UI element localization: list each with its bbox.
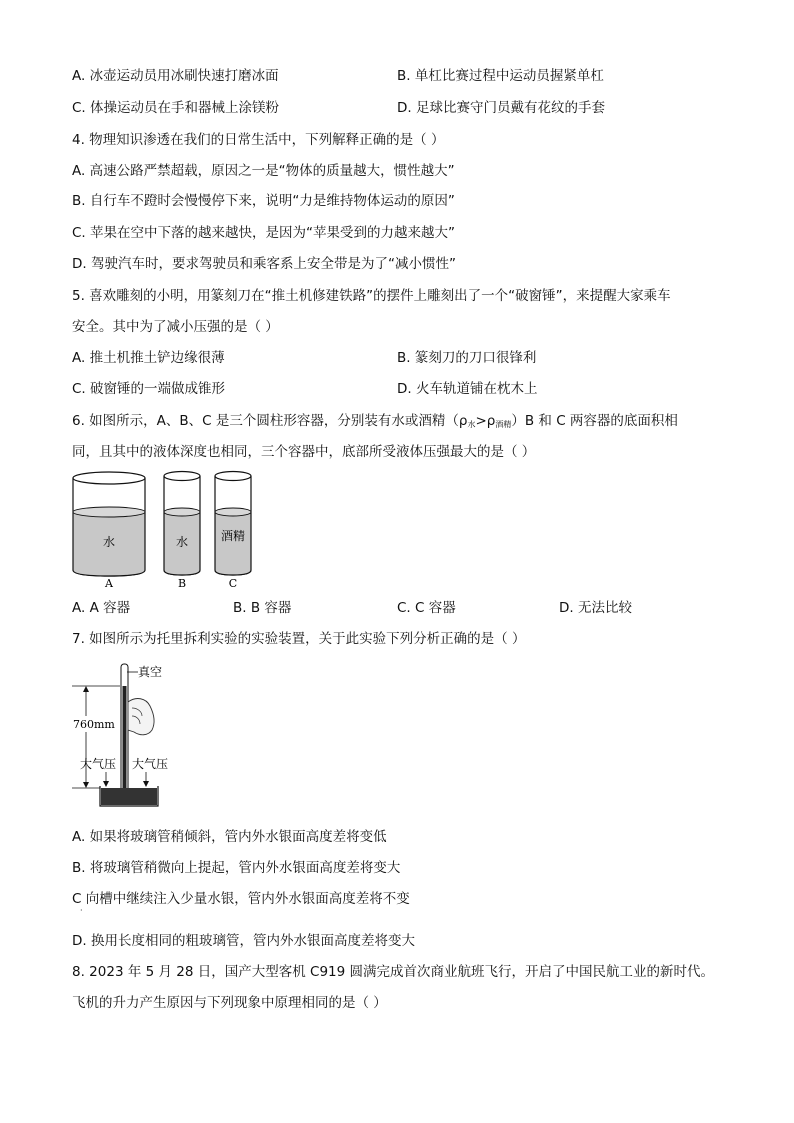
q6-option-d: D. 无法比较 xyxy=(559,600,632,616)
q8-stem-line-1: 8. 2023 年 5 月 28 日，国产大型客机 C919 圆满完成首次商业航班飞行，开启了中国民航工业的新时代。 xyxy=(72,964,715,980)
container-b-label: B xyxy=(177,577,187,590)
q4-option-c: C. 苹果在空中下落的越来越快，是因为“苹果受到的力越来越大” xyxy=(72,225,455,241)
liquid-c-label: 酒精 xyxy=(220,529,246,543)
q5-option-d: D. 火车轨道铺在枕木上 xyxy=(397,381,538,397)
rho-water: $\rho_水$ xyxy=(458,413,476,429)
q6-stem-part-2: ）B 和 C 两容器的底面积相 xyxy=(511,413,678,429)
container-b xyxy=(164,472,200,591)
q6-containers-figure xyxy=(70,468,270,590)
q6-stem-line-1: 6. 如图所示，A、B、C 是三个圆柱形容器，分别装有水或酒精$(\rho_水>\rho_{酒精})B$ 和 C 两容器的底面积相 xyxy=(72,413,678,429)
pressure-left-label: 大气压 xyxy=(80,757,117,771)
q7-option-c: C 向槽中继续注入少量水银，管内外水银面高度差将不变 xyxy=(72,891,410,907)
q7-option-b: B. 将玻璃管稍微向上提起，管内外水银面高度差将变大 xyxy=(72,860,401,876)
q4-option-a: A. 高速公路严禁超载，原因之一是“物体的质量越大，惯性越大” xyxy=(72,163,455,179)
q5-option-b: B. 篆刻刀的刀口很锋利 xyxy=(397,350,537,366)
q6-option-a: A. A 容器 xyxy=(72,600,131,616)
q6-option-b: B. B 容器 xyxy=(233,600,292,616)
container-c xyxy=(215,472,251,591)
liquid-b-label: 水 xyxy=(175,535,189,549)
mercury-column xyxy=(123,686,127,794)
q6-stem-part-1: 6. 如图所示，A、B、C 是三个圆柱形容器，分别装有水或酒精（ xyxy=(72,413,459,429)
q5-option-c: C. 破窗锤的一端做成锥形 xyxy=(72,381,226,397)
hand-icon xyxy=(128,699,154,735)
q6-option-c: C. C 容器 xyxy=(397,600,456,616)
q3-option-c: C. 体操运动员在手和器械上涂镁粉 xyxy=(72,100,280,116)
q7-stem: 7. 如图所示为托里拆利实验的实验装置，关于此实验下列分析正确的是（ ） xyxy=(72,631,526,647)
q4-option-d: D. 驾驶汽车时，要求驾驶员和乘客系上安全带是为了“减小惯性” xyxy=(72,256,456,272)
q5-stem-line-1: 5. 喜欢雕刻的小明，用篆刻刀在“推土机修建铁路”的摆件上雕刻出了一个“破窗锤”，来提醒大家乘车 xyxy=(72,288,671,304)
q3-option-a: A. 冰壶运动员用冰刷快速打磨冰面 xyxy=(72,68,279,84)
height-label: 760mm xyxy=(73,718,115,731)
stray-dot: · xyxy=(80,906,83,915)
vacuum-label: 真空 xyxy=(138,665,163,679)
q3-option-d: D. 足球比赛守门员戴有花纹的手套 xyxy=(397,100,605,116)
liquid-a-label: 水 xyxy=(102,535,116,549)
rho-alcohol: $\rho_{酒精}$ xyxy=(486,413,512,429)
q5-stem-line-2: 安全。其中为了减小压强的是（ ） xyxy=(72,319,279,335)
container-a xyxy=(73,472,145,590)
q7-option-a: A. 如果将玻璃管稍倾斜，管内外水银面高度差将变低 xyxy=(72,829,387,845)
q3-option-b: B. 单杠比赛过程中运动员握紧单杠 xyxy=(397,68,604,84)
q6-stem-line-2: 同，且其中的液体深度也相同，三个容器中，底部所受液体压强最大的是（ ） xyxy=(72,444,536,460)
q8-stem-line-2: 飞机的升力产生原因与下列现象中原理相同的是（ ） xyxy=(72,995,387,1011)
q5-option-a: A. 推土机推土铲边缘很薄 xyxy=(72,350,225,366)
container-a-label: A xyxy=(105,577,113,590)
q4-stem: 4. 物理知识渗透在我们的日常生活中，下列解释正确的是（ ） xyxy=(72,132,445,148)
q7-option-d: D. 换用长度相同的粗玻璃管，管内外水银面高度差将变大 xyxy=(72,933,415,949)
pressure-right-label: 大气压 xyxy=(132,757,169,771)
q4-option-b: B. 自行车不蹬时会慢慢停下来，说明“力是维持物体运动的原因” xyxy=(72,193,455,209)
container-c-label: C xyxy=(228,577,238,590)
torricelli-figure xyxy=(70,660,190,816)
